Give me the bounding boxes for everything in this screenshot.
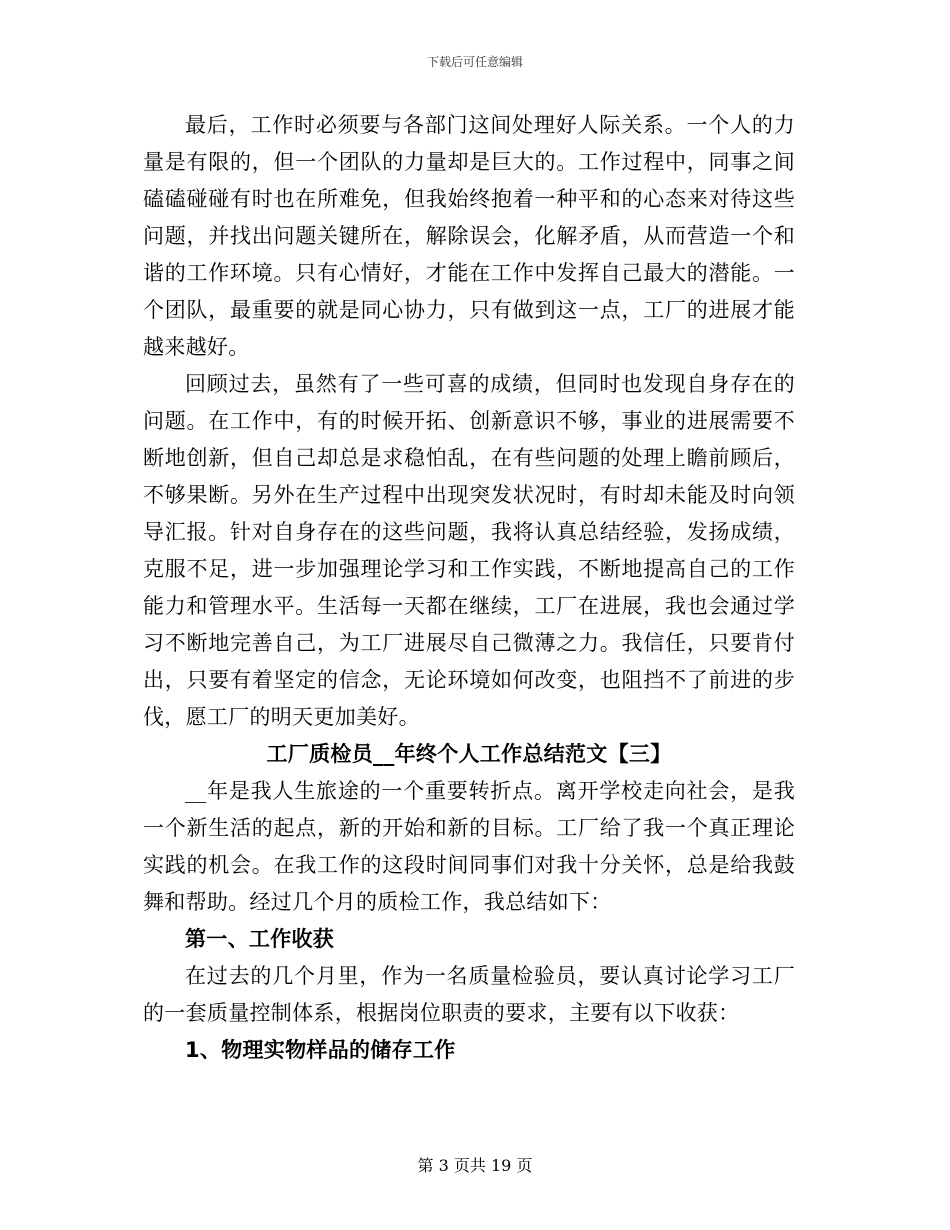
heading-work-gains: 第一、工作收获 xyxy=(185,927,335,951)
page-number-footer: 第 3 页共 19 页 xyxy=(417,1156,533,1175)
paragraph-intro: __年是我人生旅途的一个重要转折点。离开学校走向社会，是我一个新生活的起点，新的开始和新的目标。工厂给了我一个真正理论实践的机会。在我工作的这段时间同事们对我十分关怀，总是给我鼓舞和帮助。经过几个月的质检工作，我总结如下： xyxy=(143,779,795,914)
paragraph-review-past: 回顾过去，虽然有了一些可喜的成绩，但同时也发现自身存在的问题。在工作中，有的时候开拓、创新意识不够，事业的进展需要不断地创新，但自己却总是求稳怕乱，在有些问题的处理上瞻前顾后，不够果断。另外在生产过程中出现突发状况时，有时却未能及时向领导汇报。针对自身存在的这些问题，我将认真总结经验，发扬成绩，克服不足，进一步加强理论学习和工作实践，不断地提高自己的工作能力和管理水平。生活每一天都在继续，工厂在进展，我也会通过学习不断地完善自己，为工厂进展尽自己微薄之力。我信任，只要肯付出，只要有着坚定的信念，无论环境如何改变，也阻挡不了前进的步伐，愿工厂的明天更加美好。 xyxy=(143,372,795,729)
paragraph-gains-intro: 在过去的几个月里，作为一名质量检验员，要认真讨论学习工厂的一套质量控制体系，根据岗位职责的要求，主要有以下收获： xyxy=(143,964,795,1025)
section-title: 工厂质检员__年终个人工作总结范文【三】 xyxy=(266,742,672,766)
document-body xyxy=(143,107,795,1069)
subheading-sample-storage: 1、物理实物样品的储存工作 xyxy=(185,1038,456,1062)
page-header: 下载后可任意编辑 xyxy=(426,55,523,69)
paragraph-final-relations: 最后，工作时必须要与各部门这间处理好人际关系。一个人的力量是有限的，但一个团队的力量却是巨大的。工作过程中，同事之间磕磕碰碰有时也在所难免，但我始终抱着一种平和的心态来对待这些问题，并找出问题关键所在，解除误会，化解矛盾，从而营造一个和谐的工作环境。只有心情好，才能在工作中发挥自己最大的潜能。一个团队，最重要的就是同心协力，只有做到这一点，工厂的进展才能越来越好。 xyxy=(143,113,795,359)
